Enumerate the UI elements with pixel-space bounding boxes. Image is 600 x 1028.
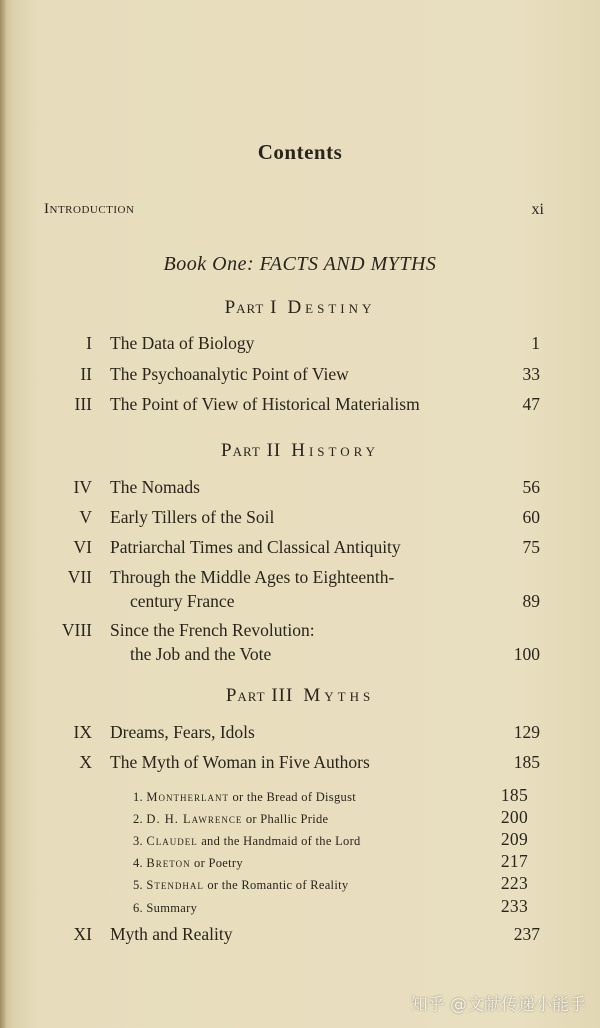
subsection-page: 200 xyxy=(500,807,528,827)
subsection-title: or Phallic Pride xyxy=(245,812,329,826)
chapter-number: VI xyxy=(73,537,92,557)
part-label: Part II xyxy=(221,440,282,461)
chapter-title: Dreams, Fears, Idols xyxy=(110,722,255,742)
chapter-title: The Data of Biology xyxy=(110,333,255,353)
chapter-title: Myth and Reality xyxy=(110,924,233,944)
subsection-number: 5. xyxy=(133,878,143,892)
chapter-number: II xyxy=(80,364,92,384)
subsection-number: 1. xyxy=(133,790,143,804)
chapter-number: I xyxy=(86,333,92,353)
subsection-page: 233 xyxy=(500,896,528,916)
subsection-number: 2. xyxy=(133,812,143,826)
chapter-page: 129 xyxy=(513,722,540,742)
part-name: Myths xyxy=(303,685,375,706)
subsection-author: Breton xyxy=(146,856,191,870)
chapter-title-continued: the Job and the Vote xyxy=(130,644,272,664)
chapter-number: IX xyxy=(73,722,92,742)
part-label: Part I xyxy=(224,297,278,318)
introduction-page: xi xyxy=(531,201,544,218)
subsection-title: or the Romantic of Reality xyxy=(207,878,349,892)
chapter-title-continued: century France xyxy=(130,591,235,611)
chapter-title: The Nomads xyxy=(110,477,200,497)
chapter-title: Early Tillers of the Soil xyxy=(110,507,275,527)
chapter-number: XI xyxy=(73,924,92,944)
introduction-label: Introduction xyxy=(44,201,135,217)
page-title: Contents xyxy=(257,140,343,164)
watermark: 知乎 @文献传递小能手 xyxy=(410,995,586,1015)
subsection-author: D. H. Lawrence xyxy=(146,812,243,826)
chapter-page: 237 xyxy=(513,924,540,944)
chapter-number: III xyxy=(74,394,92,414)
chapter-title: The Point of View of Historical Materialism xyxy=(110,394,420,414)
chapter-page: 56 xyxy=(522,477,540,497)
subsection-author: Claudel xyxy=(146,834,198,848)
subsection-title: or Poetry xyxy=(194,856,243,870)
subsection-author: Montherlant xyxy=(146,790,230,804)
chapter-number: VII xyxy=(67,567,92,587)
chapter-title: Through the Middle Ages to Eighteenth- xyxy=(110,567,395,587)
part-label: Part III xyxy=(225,685,294,706)
book-title: Book One: FACTS AND MYTHS xyxy=(163,253,437,275)
subsection-title: and the Handmaid of the Lord xyxy=(201,834,361,848)
chapter-page: 60 xyxy=(522,507,540,527)
subsection-page: 209 xyxy=(500,829,528,849)
chapter-number: VIII xyxy=(61,620,92,640)
subsection-number: 3. xyxy=(133,834,143,848)
chapter-number: V xyxy=(79,507,92,527)
part-name: History xyxy=(291,440,379,461)
chapter-number: IV xyxy=(73,477,92,497)
part-heading xyxy=(0,685,600,707)
chapter-page: 47 xyxy=(522,394,540,414)
part-heading xyxy=(0,440,600,462)
chapter-page: 100 xyxy=(513,644,540,664)
part-name: Destiny xyxy=(287,297,376,318)
subsection-title: or the Bread of Disgust xyxy=(232,790,357,804)
chapter-title: Patriarchal Times and Classical Antiquity xyxy=(110,537,401,557)
chapter-page: 89 xyxy=(522,591,540,611)
chapter-title: The Psychoanalytic Point of View xyxy=(110,364,349,384)
subsection-page: 217 xyxy=(500,851,528,871)
chapter-page: 75 xyxy=(522,537,540,557)
chapter-page: 185 xyxy=(513,752,540,772)
chapter-title: The Myth of Woman in Five Authors xyxy=(110,752,370,772)
chapter-title: Since the French Revolution: xyxy=(110,620,315,640)
subsection-page: 223 xyxy=(500,873,528,893)
chapter-page: 1 xyxy=(531,333,540,353)
subsection-title: Summary xyxy=(146,901,198,915)
subsection-author: Stendhal xyxy=(146,878,204,892)
subsection-page: 185 xyxy=(500,785,528,805)
chapter-number: X xyxy=(79,752,92,772)
part-heading xyxy=(0,297,600,319)
subsection-number: 6. xyxy=(133,901,143,915)
chapter-page: 33 xyxy=(522,364,540,384)
subsection-number: 4. xyxy=(133,856,143,870)
